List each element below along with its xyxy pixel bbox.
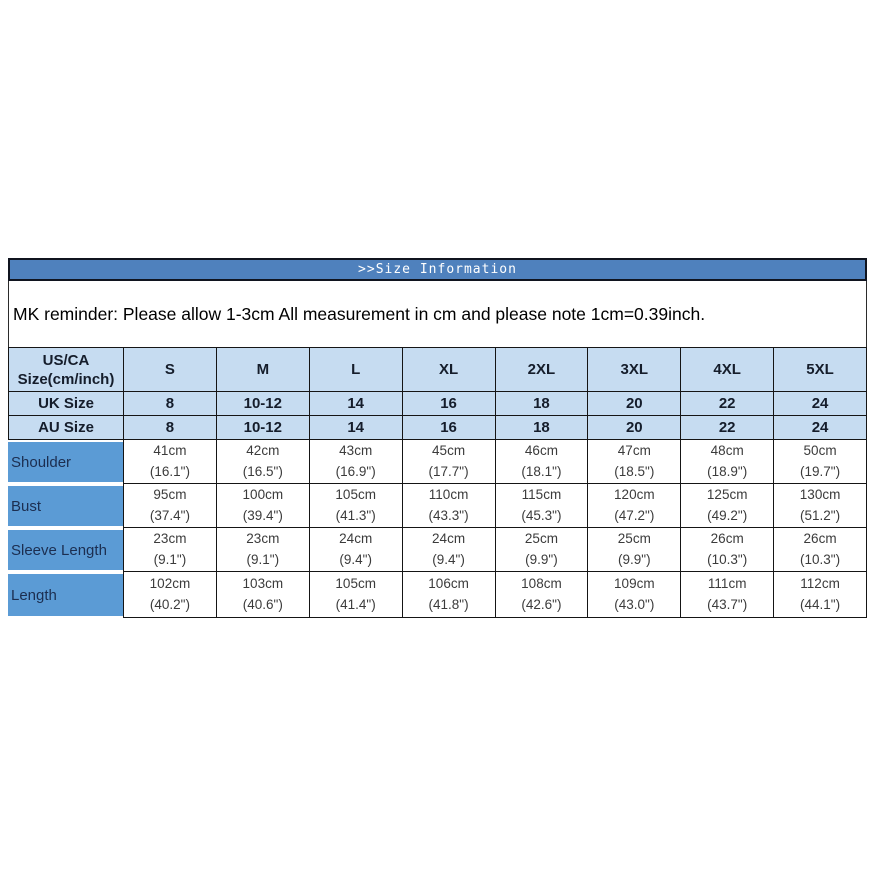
cm-value: 24cm — [339, 531, 373, 546]
cm-value: 125cm — [706, 487, 748, 502]
measurement-label-bust — [8, 484, 124, 528]
measurement-cell — [403, 572, 496, 618]
corner-line-2: Size(cm/inch) — [17, 370, 115, 388]
row-header-uk-size — [8, 392, 124, 416]
size-value: 22 — [718, 419, 736, 436]
size-value: 18 — [533, 419, 550, 436]
cm-value: 47cm — [617, 443, 651, 458]
cm-value: 103cm — [242, 576, 284, 591]
cm-value: 105cm — [335, 576, 376, 591]
measurement-label: Shoulder — [11, 453, 72, 471]
cm-value: 111cm — [707, 576, 747, 591]
row-header-au-size — [8, 416, 124, 440]
column-header-label: L — [351, 361, 361, 378]
inch-value: (41.8") — [428, 596, 469, 612]
size-value: 10-12 — [243, 395, 282, 412]
size-value-cell — [681, 392, 774, 416]
size-value-cell — [217, 416, 310, 440]
size-value-cell — [310, 392, 403, 416]
measurement-cell — [124, 484, 217, 528]
size-value: 8 — [165, 419, 175, 436]
inch-value: (43.7") — [707, 596, 748, 612]
cm-value: 109cm — [614, 576, 655, 591]
size-value: 24 — [811, 419, 829, 436]
size-value: 14 — [347, 419, 365, 436]
cm-value: 24cm — [432, 531, 466, 546]
size-information-title-bar: >>Size Information — [8, 258, 867, 281]
measurement-label: Bust — [11, 497, 42, 515]
measurement-cell — [124, 572, 217, 618]
column-header-label: XL — [438, 361, 459, 378]
size-value: 8 — [165, 395, 175, 412]
cm-value: 108cm — [521, 576, 562, 591]
inch-value: (40.2") — [149, 596, 190, 612]
inch-value: (16.9") — [335, 463, 376, 479]
column-header-5xl — [774, 348, 867, 392]
measurement-cell — [681, 572, 774, 618]
inch-value: (49.2") — [707, 507, 748, 523]
inch-value: (9.4") — [432, 551, 465, 567]
table-corner-header — [8, 348, 124, 392]
measurement-cell — [310, 484, 403, 528]
measurement-cell — [217, 440, 310, 484]
size-value: 10-12 — [243, 419, 282, 436]
inch-value: (9.1") — [153, 551, 187, 567]
inch-value: (18.1") — [521, 463, 562, 479]
measurement-cell — [403, 484, 496, 528]
size-value: 22 — [718, 395, 736, 412]
cm-value: 25cm — [524, 531, 558, 546]
size-value-cell — [403, 392, 496, 416]
cm-value: 48cm — [710, 443, 744, 458]
column-header-s — [124, 348, 217, 392]
cm-value: 115cm — [521, 487, 562, 502]
inch-value: (16.1") — [149, 463, 190, 479]
row-header-label: UK Size — [38, 395, 94, 412]
measurement-cell — [681, 528, 774, 572]
measurement-cell — [310, 572, 403, 618]
inch-value: (40.6") — [242, 596, 283, 612]
cm-value: 120cm — [614, 487, 655, 502]
size-value-cell — [124, 416, 217, 440]
measurement-cell — [403, 528, 496, 572]
cm-value: 110cm — [428, 487, 469, 502]
measurement-cell — [496, 528, 589, 572]
measurement-cell — [496, 440, 589, 484]
cm-value: 41cm — [153, 443, 187, 458]
inch-value: (18.5") — [614, 463, 655, 479]
measurement-label: Length — [11, 586, 57, 604]
measurement-cell — [681, 440, 774, 484]
measurement-label: Sleeve Length — [11, 541, 107, 559]
size-value-cell — [310, 416, 403, 440]
column-header-label: M — [256, 361, 270, 378]
cm-value: 23cm — [153, 531, 187, 546]
inch-value: (51.2") — [800, 507, 841, 523]
column-header-m — [217, 348, 310, 392]
inch-value: (10.3") — [707, 551, 748, 567]
measurement-cell — [496, 572, 589, 618]
inch-value: (9.1") — [246, 551, 280, 567]
measurement-label-length — [8, 572, 124, 618]
inch-value: (44.1") — [800, 596, 841, 612]
measurement-cell — [774, 572, 867, 618]
inch-value: (9.9") — [525, 551, 558, 567]
measurement-cell — [403, 440, 496, 484]
measurement-label-shoulder — [8, 440, 124, 484]
measurement-cell — [124, 440, 217, 484]
column-header-3xl — [588, 348, 681, 392]
size-value: 16 — [440, 419, 457, 436]
column-header-label: S — [164, 361, 175, 378]
size-value-cell — [774, 392, 867, 416]
measurement-cell — [310, 440, 403, 484]
cm-value: 95cm — [153, 487, 187, 502]
cm-value: 26cm — [803, 531, 837, 546]
cm-value: 106cm — [428, 576, 469, 591]
column-header-label: 2XL — [527, 361, 556, 378]
size-value-cell — [681, 416, 774, 440]
size-value: 20 — [625, 395, 643, 412]
reminder-note: MK reminder: Please allow 1-3cm All measurement in cm and please note 1cm=0.39inch. — [8, 281, 867, 347]
size-value: 16 — [440, 395, 457, 412]
cm-value: 50cm — [803, 443, 837, 458]
size-table — [8, 347, 867, 618]
cm-value: 25cm — [617, 531, 651, 546]
inch-value: (43.0") — [614, 596, 655, 612]
size-value-cell — [496, 416, 589, 440]
measurement-cell — [217, 484, 310, 528]
cm-value: 102cm — [149, 576, 191, 591]
size-value-cell — [588, 416, 681, 440]
cm-value: 45cm — [432, 443, 466, 458]
measurement-cell — [217, 572, 310, 618]
size-value: 18 — [533, 395, 550, 412]
cm-value: 26cm — [710, 531, 744, 546]
size-value: 14 — [347, 395, 365, 412]
inch-value: (43.3") — [428, 507, 469, 523]
corner-line-1: US/CA — [42, 351, 90, 369]
inch-value: (9.4") — [339, 551, 372, 567]
size-value-cell — [496, 392, 589, 416]
measurement-cell — [681, 484, 774, 528]
measurement-label-sleeve-length — [8, 528, 124, 572]
column-header-label: 3XL — [620, 361, 649, 378]
measurement-label-fill — [8, 574, 123, 616]
measurement-cell — [217, 528, 310, 572]
measurement-cell — [774, 484, 867, 528]
size-value-cell — [403, 416, 496, 440]
measurement-cell — [310, 528, 403, 572]
size-value: 20 — [625, 419, 643, 436]
cm-value: 112cm — [800, 576, 840, 591]
size-information-panel — [8, 258, 867, 618]
row-header-label: AU Size — [38, 419, 94, 436]
column-header-2xl — [496, 348, 589, 392]
column-header-label: 5XL — [806, 361, 834, 378]
cm-value: 130cm — [799, 487, 841, 502]
inch-value: (37.4") — [149, 507, 190, 523]
measurement-cell — [774, 440, 867, 484]
measurement-cell — [588, 572, 681, 618]
column-header-l — [310, 348, 403, 392]
inch-value: (42.6") — [521, 596, 562, 612]
size-value-cell — [217, 392, 310, 416]
inch-value: (45.3") — [521, 507, 562, 523]
size-value: 24 — [811, 395, 829, 412]
cm-value: 105cm — [335, 487, 376, 502]
inch-value: (41.4") — [335, 596, 376, 612]
inch-value: (18.9") — [707, 463, 748, 479]
inch-value: (39.4") — [242, 507, 283, 523]
cm-value: 43cm — [339, 443, 373, 458]
inch-value: (16.5") — [242, 463, 283, 479]
cm-value: 46cm — [524, 443, 558, 458]
measurement-cell — [774, 528, 867, 572]
size-value-cell — [124, 392, 217, 416]
column-header-label: 4XL — [713, 361, 741, 378]
cm-value: 23cm — [246, 531, 280, 546]
cm-value: 42cm — [246, 443, 280, 458]
size-value-cell — [774, 416, 867, 440]
column-header-4xl — [681, 348, 774, 392]
inch-value: (9.9") — [618, 551, 651, 567]
inch-value: (41.3") — [335, 507, 376, 523]
inch-value: (17.7") — [428, 463, 469, 479]
column-header-xl — [403, 348, 496, 392]
measurement-label-fill — [8, 486, 123, 526]
measurement-cell — [588, 440, 681, 484]
measurement-cell — [496, 484, 589, 528]
measurement-label-fill — [8, 530, 123, 570]
size-value-cell — [588, 392, 681, 416]
cm-value: 100cm — [242, 487, 284, 502]
measurement-cell — [124, 528, 217, 572]
measurement-label-fill — [8, 442, 123, 482]
inch-value: (19.7") — [800, 463, 841, 479]
inch-value: (10.3") — [800, 551, 841, 567]
measurement-cell — [588, 484, 681, 528]
measurement-cell — [588, 528, 681, 572]
inch-value: (47.2") — [614, 507, 655, 523]
